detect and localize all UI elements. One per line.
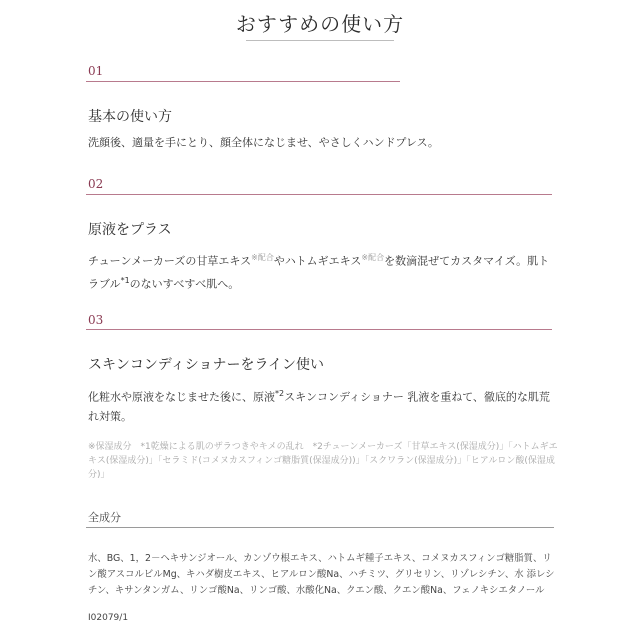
product-code: I02079/1 [88, 613, 129, 623]
step-text-01: 洗顔後、適量を手にとり、顔全体になじませ、やさしくハンドプレス。 [88, 136, 439, 149]
superscript-note: *1 [120, 275, 130, 285]
step-text-02 [88, 248, 558, 293]
text-segment: を数滴混ぜてカスタマイズ。肌トラブル [88, 254, 550, 291]
text-segment: スキンコンディショナー 乳液を重ねて、徹底的な肌荒れ対策。 [88, 390, 550, 423]
step-number-02: 02 [88, 177, 104, 191]
superscript-note: ※配合 [361, 253, 385, 262]
step-divider-01 [86, 81, 400, 82]
step-divider-02 [86, 194, 552, 195]
ingredients-title: 全成分 [88, 511, 121, 524]
superscript-note: *2 [275, 389, 285, 398]
step-heading-03: スキンコンディショナーをライン使い [88, 357, 325, 373]
title-divider [246, 40, 394, 41]
step-heading-01: 基本の使い方 [88, 109, 172, 125]
text-segment: やハトムギエキス [273, 254, 362, 268]
text-segment: 化粧水や原液をなじませた後に、原液 [88, 390, 275, 404]
ingredients-divider [86, 527, 554, 528]
text-segment: のないすべすべ肌へ。 [129, 277, 240, 291]
step-heading-02: 原液をプラス [88, 222, 172, 238]
step-divider-03 [86, 329, 552, 330]
superscript-note: ※配合 [251, 253, 274, 262]
footnotes: ※保湿成分 *1乾燥による肌のザラつきやキメの乱れ *2チューンメーカーズ「甘草エキス(保湿成分)」「ハトムギエキス(保湿成分)」「セラミド(コメヌカスフィンゴ糖脂質(保湿成分))」「スクワラン(保湿成分)」「ヒアルロン酸(保湿成分)」 [88, 442, 558, 480]
step-number-01: 01 [88, 64, 104, 78]
text-segment: チューンメーカーズの甘草エキス [88, 254, 252, 268]
step-number-03: 03 [88, 313, 104, 327]
page-title: おすすめの使い方 [235, 12, 405, 36]
step-text-03 [88, 384, 558, 426]
ingredients-list: 水、BG、1，2－ヘキサンジオール、カンゾウ根エキス、ハトムギ種子エキス、コメヌカスフィンゴ糖脂質、リン酸アスコルビルMg、キハダ樹皮エキス、ヒアルロン酸Na、ハチミツ、グリセリン、リゾレシチン、水 添レシチン、キサンタンガム、リンゴ酸Na、リンゴ酸、水酸化Na、クエン酸、クエン酸Na、フェノキシエタノール [88, 553, 555, 596]
